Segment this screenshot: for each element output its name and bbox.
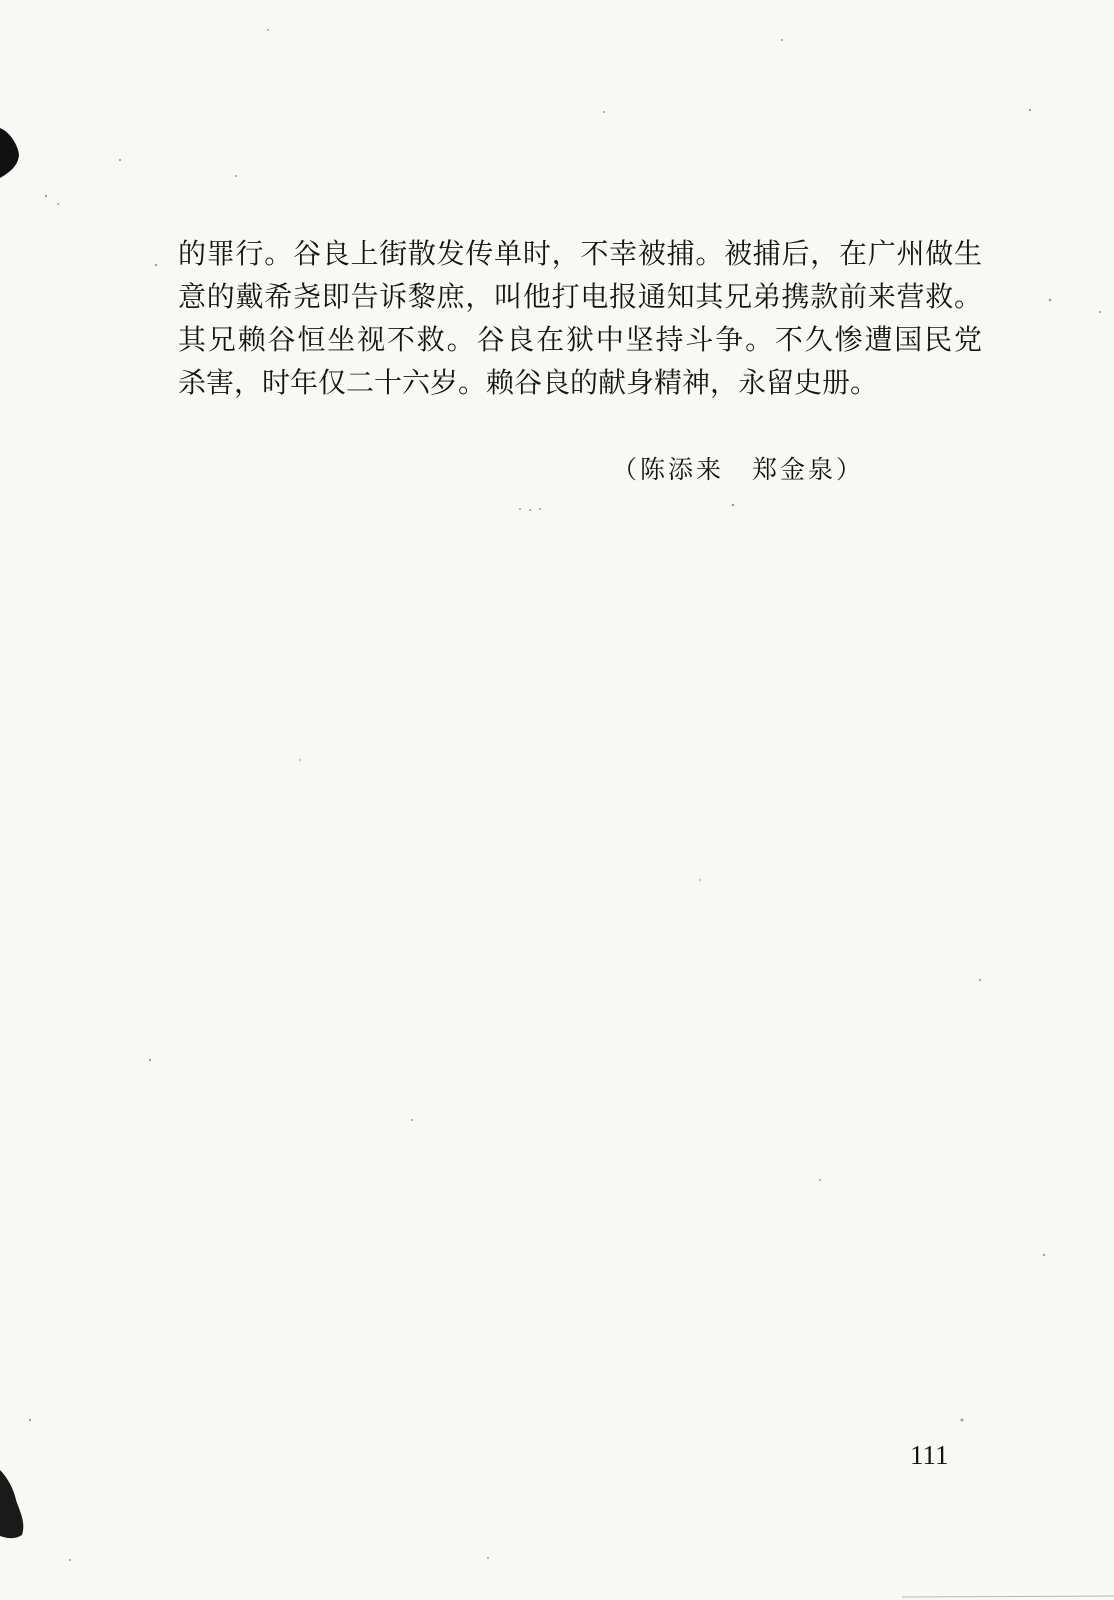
paragraph-line-1: 的罪行。谷良上街散发传单时，不幸被捕。被捕后，在广州做生	[178, 237, 982, 270]
paragraph-line-2: 意的戴希尧即告诉黎庶，叫他打电报通知其兄弟携款前来营救。	[178, 280, 982, 313]
page-number: 111	[910, 1440, 949, 1470]
body-paragraph	[178, 232, 982, 404]
binding-mark-bottom	[0, 1470, 23, 1538]
paragraph-line-3: 其兄赖谷恒坐视不救。谷良在狱中坚持斗争。不久惨遭国民党	[178, 323, 982, 356]
bottom-right-edge-line	[902, 1596, 1114, 1597]
paragraph-line-4: 杀害，时年仅二十六岁。赖谷良的献身精神，永留史册。	[178, 366, 879, 399]
binding-mark-top	[0, 128, 19, 178]
author-attribution: （陈添来 郑金泉）	[612, 455, 865, 484]
